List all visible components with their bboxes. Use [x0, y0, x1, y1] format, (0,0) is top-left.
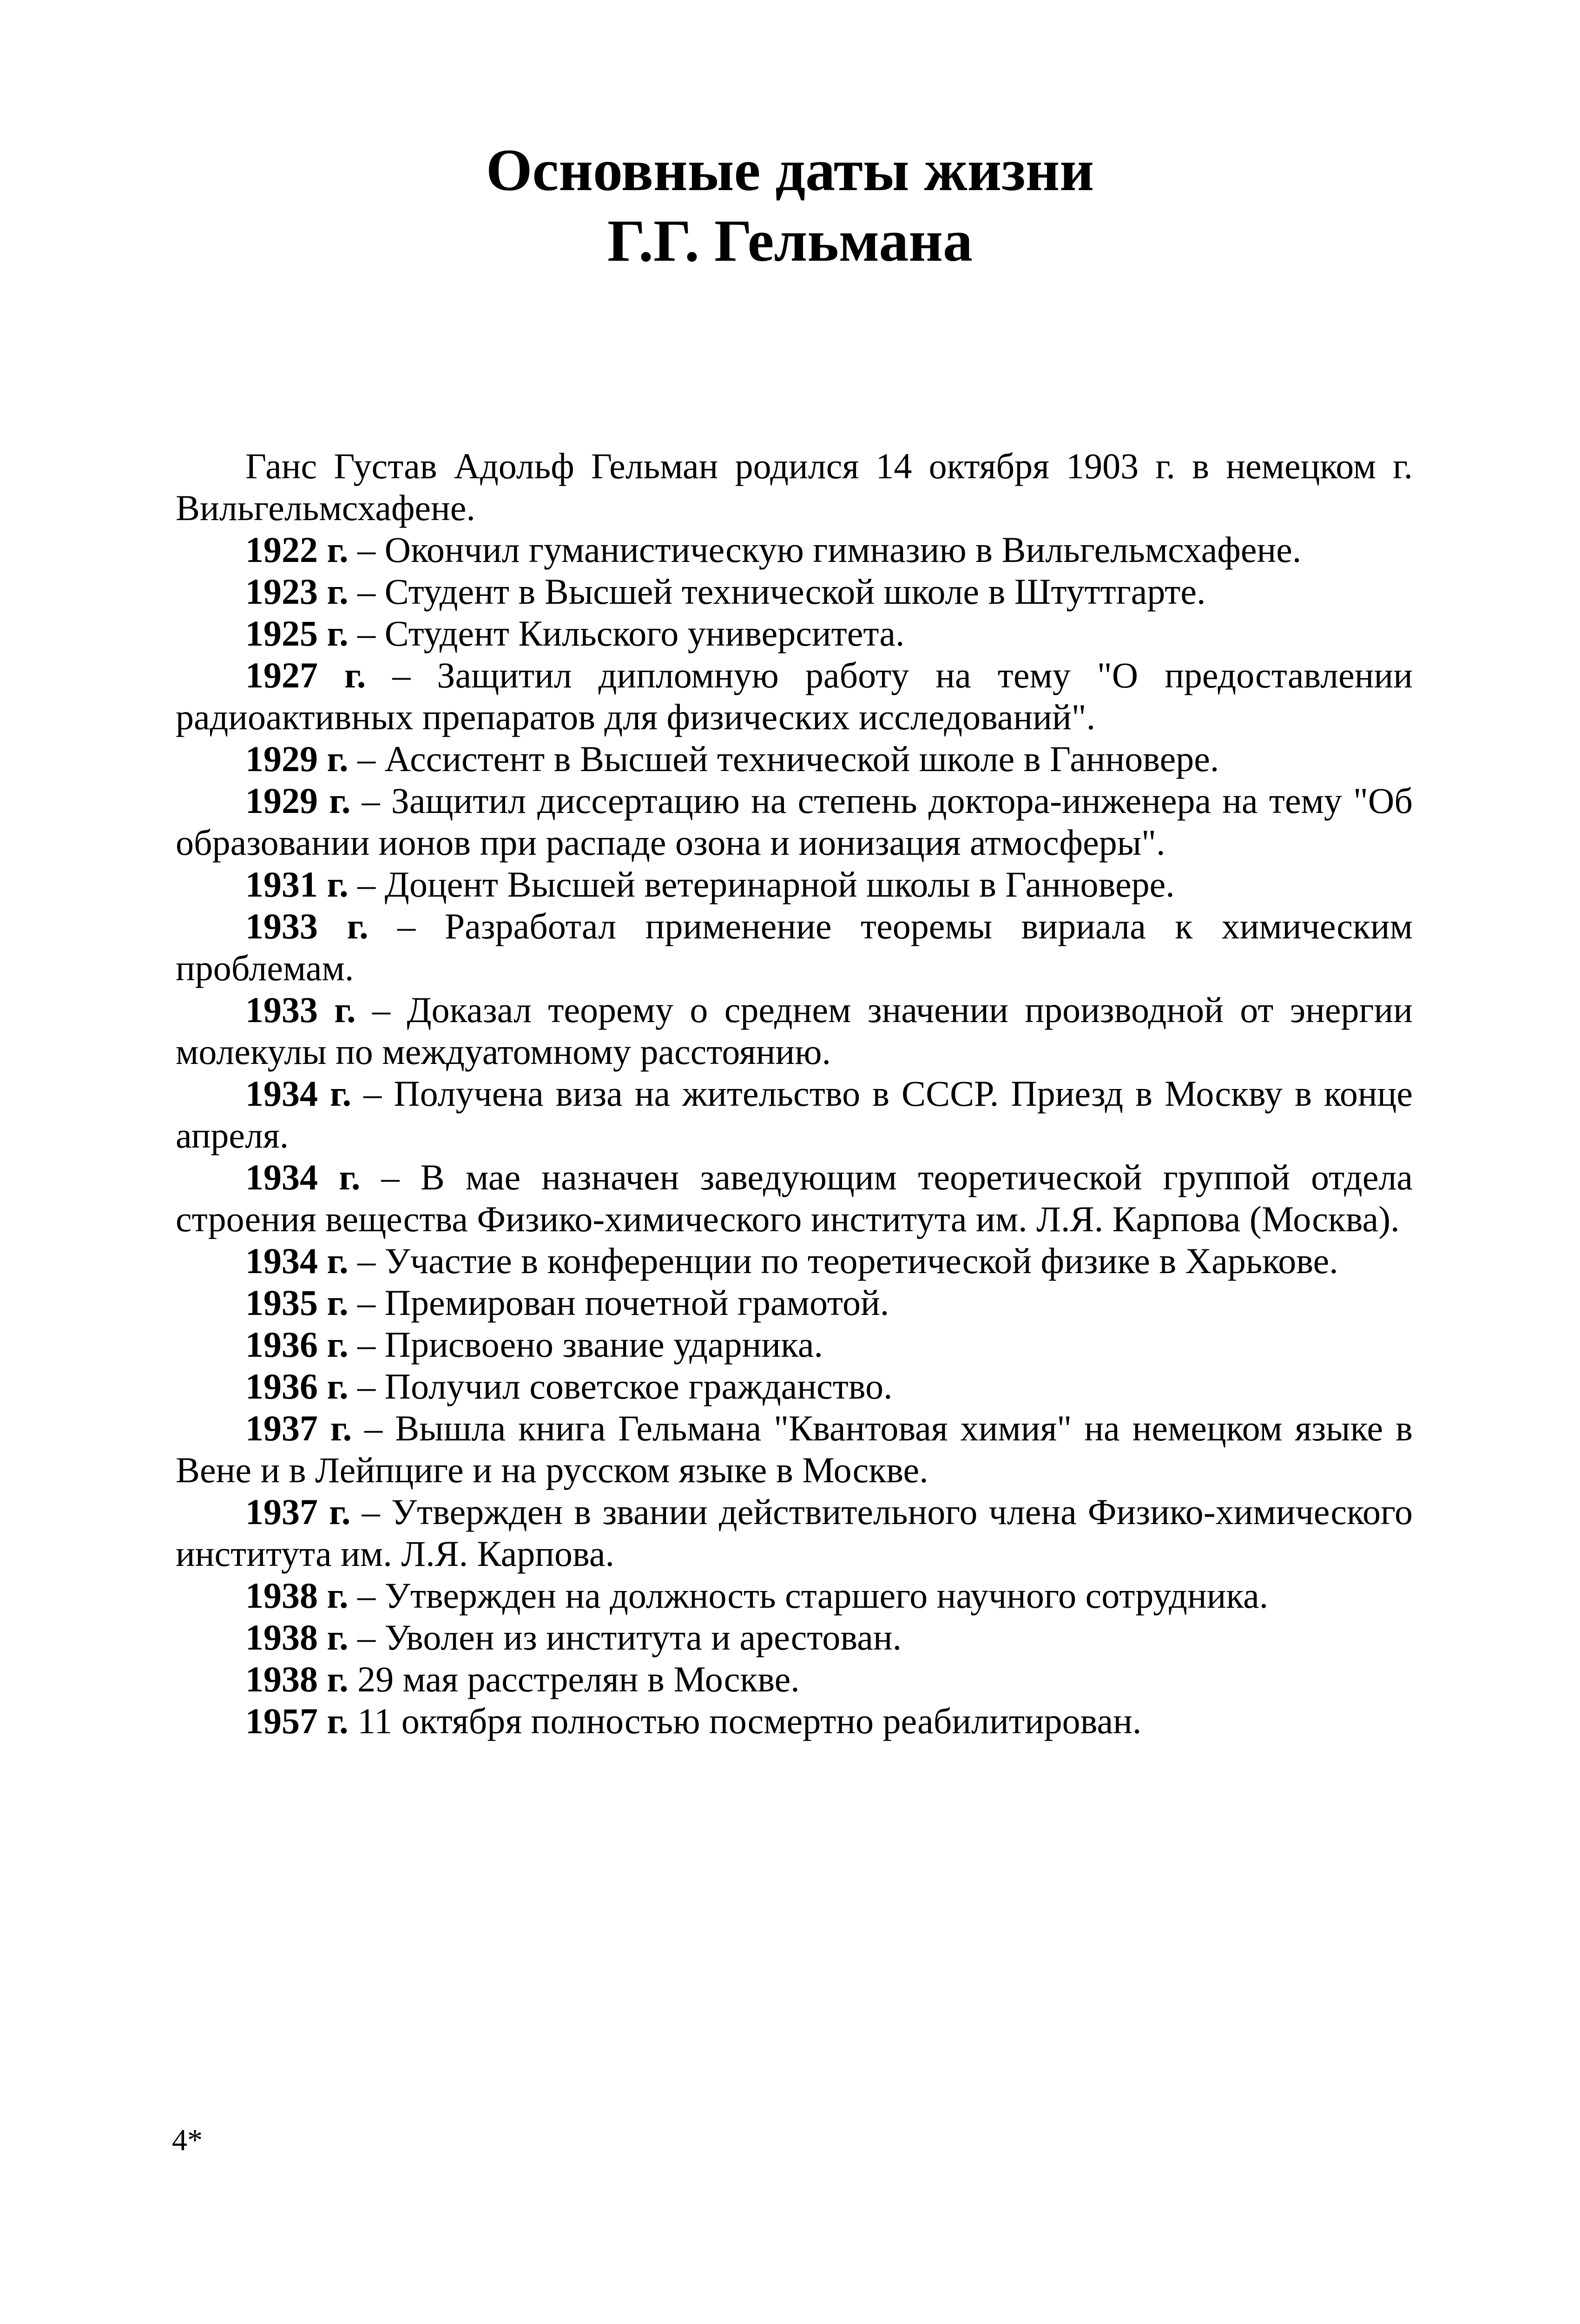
- entry-year: 1934 г.: [245, 1241, 349, 1281]
- chronology-entry: [176, 989, 1413, 1073]
- entry-year: 1937 г.: [245, 1408, 352, 1448]
- entry-year: 1927 г.: [245, 655, 366, 695]
- entry-year: 1936 г.: [245, 1324, 349, 1365]
- entry-text: – В мае назначен заведующим теоретической группой отдела строения вещества Физико-химического института им. Л.Я. Карпова (Москва).: [176, 1157, 1413, 1239]
- chronology-entry: [176, 864, 1413, 905]
- entry-year: 1934 г.: [245, 1157, 361, 1197]
- entry-text: – Студент в Высшей технической школе в Штуттгарте.: [348, 571, 1206, 612]
- entry-text: 11 октября полностью посмертно реабилитирован.: [348, 1701, 1142, 1741]
- chronology-entry: [176, 529, 1413, 571]
- entry-year: 1938 г.: [245, 1575, 349, 1616]
- entry-year: 1938 г.: [245, 1659, 349, 1699]
- page-title-line-1: Основные даты жизни: [486, 137, 1094, 203]
- entry-text: – Окончил гуманистическую гимназию в Вильгельмсхафене.: [348, 529, 1302, 570]
- chronology-entry: [176, 738, 1413, 780]
- entry-text: 29 мая расстрелян в Москве.: [348, 1659, 800, 1699]
- entry-year: 1923 г.: [245, 571, 349, 612]
- entry-text: – Утвержден на должность старшего научного сотрудника.: [348, 1575, 1269, 1616]
- entry-text: – Участие в конференции по теоретической физике в Харькове.: [348, 1241, 1338, 1281]
- chronology-entry: [176, 1240, 1413, 1282]
- entry-text: – Доказал теорему о среднем значении производной от энергии молекулы по междуатомному расстоянию.: [176, 990, 1413, 1072]
- entry-year: 1929 г.: [245, 780, 351, 821]
- entry-year: 1933 г.: [245, 990, 356, 1030]
- chronology-entry: [176, 613, 1413, 654]
- page-title: [0, 135, 1580, 276]
- entry-text: – Защитил диссертацию на степень доктора-инженера на тему "Об образовании ионов при распаде озона и ионизация атмосферы".: [176, 780, 1413, 863]
- entry-year: 1938 г.: [245, 1617, 349, 1657]
- entry-year: 1937 г.: [245, 1492, 351, 1532]
- chronology-entry: [176, 1073, 1413, 1156]
- chronology-entry: [176, 1366, 1413, 1407]
- page-title-line-2: Г.Г. Гельмана: [607, 208, 973, 274]
- chronology-entry: [176, 1491, 1413, 1575]
- entry-year: 1933 г.: [245, 906, 369, 946]
- entry-text: – Уволен из института и арестован.: [348, 1617, 902, 1657]
- entry-text: – Премирован почетной грамотой.: [348, 1282, 889, 1323]
- chronology-entry: [176, 654, 1413, 738]
- entry-year: 1957 г.: [245, 1701, 349, 1741]
- chronology-entry: [176, 1324, 1413, 1366]
- chronology-entry: [176, 1700, 1413, 1742]
- entry-text: – Получена виза на жительство в СССР. Приезд в Москву в конце апреля.: [176, 1073, 1413, 1155]
- entry-text: – Ассистент в Высшей технической школе в Ганновере.: [348, 739, 1219, 779]
- entry-text: – Защитил дипломную работу на тему "О предоставлении радиоактивных препаратов для физических исследований".: [176, 655, 1413, 737]
- entry-year: 1925 г.: [245, 613, 349, 654]
- page-number: 4*: [172, 2123, 203, 2157]
- entry-year: 1934 г.: [245, 1073, 352, 1114]
- chronology-entry: [176, 1658, 1413, 1700]
- entry-year: 1922 г.: [245, 529, 349, 570]
- chronology-body: [176, 445, 1413, 1742]
- entry-text: – Разработал применение теоремы вириала к химическим проблемам.: [176, 906, 1413, 988]
- entry-text: – Вышла книга Гельмана "Квантовая химия" на немецком языке в Вене и в Лейпциге и на русском языке в Москве.: [176, 1408, 1413, 1490]
- entry-text: – Утвержден в звании действительного члена Физико-химического института им. Л.Я. Карпова.: [176, 1492, 1413, 1574]
- chronology-entry: [176, 1156, 1413, 1240]
- chronology-entry: [176, 780, 1413, 864]
- chronology-entry: [176, 1282, 1413, 1324]
- chronology-entry: [176, 571, 1413, 613]
- chronology-entries: [176, 529, 1413, 1742]
- entry-year: 1936 г.: [245, 1366, 349, 1406]
- entry-year: 1935 г.: [245, 1282, 349, 1323]
- chronology-entry: [176, 1407, 1413, 1491]
- chronology-entry: [176, 1617, 1413, 1658]
- intro-paragraph: Ганс Густав Адольф Гельман родился 14 октября 1903 г. в немецком г. Вильгельмсхафене.: [176, 446, 1413, 528]
- chronology-entry: [176, 1575, 1413, 1617]
- chronology-entry: [176, 905, 1413, 989]
- entry-text: – Получил советское гражданство.: [348, 1366, 893, 1406]
- entry-text: – Студент Кильского университета.: [348, 613, 905, 654]
- entry-year: 1931 г.: [245, 864, 349, 905]
- entry-year: 1929 г.: [245, 739, 349, 779]
- entry-text: – Доцент Высшей ветеринарной школы в Ганновере.: [348, 864, 1175, 905]
- entry-text: – Присвоено звание ударника.: [348, 1324, 823, 1365]
